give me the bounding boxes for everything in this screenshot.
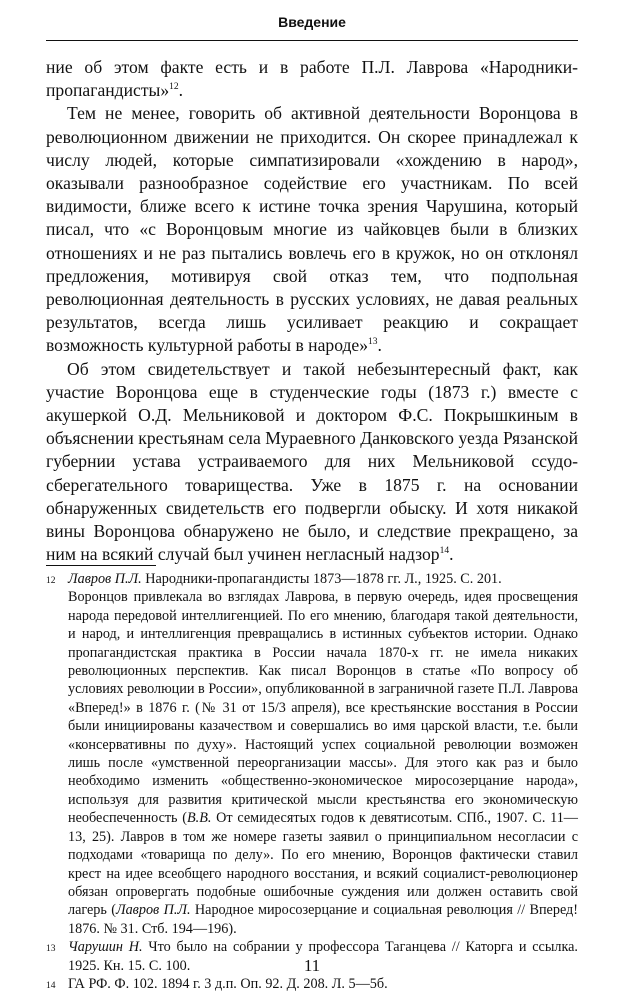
footnote-12: [46, 570, 578, 938]
footnote-rule: [46, 565, 156, 566]
footnote-author: Лавров П.Л.: [115, 902, 191, 919]
footnote-commentary-b: От семидесятых годов к девятисотым. СПб., 1907. С. 11—13, 25). Лавров в том же номере газеты заявил о принципиальном несогласии с подходами «товарища по делу». По его мнению, Воронцов фактически ставил крест на идее всеобщего народного восстания, и всякий социалист-революционер обязан опровергать подобные ошибочные суждения или должен оставить свой лагерь (: [68, 810, 578, 919]
footnote-text: [68, 570, 578, 938]
footnote-number: 12: [46, 576, 56, 586]
paragraph-3-text: Об этом свидетельствует и такой небезынтересный факт, как участие Воронцова еще в студенческие годы (1873 г.) вместе с акушеркой О.Д. Мельниковой и доктором Ф.С. Покрышкиным в объяснении крестьянам села Мураевного Данковского уезда Рязанской губернии устава устраиваемого для них Мельниковой ссудо-сберегательного товарищества. Уже в 1875 г. на основании обнаруженных свидетельств его подвергли обыску. И хотя никакой вины Воронцова обнаружено не было, и следствие прекращено, за ним на всякий случай был учинен негласный надзор: [46, 358, 578, 565]
footnote-commentary-a: Воронцов привлекала во взглядах Лаврова, в первую очередь, идея просвещения народа передовой интеллигенцией. По его мнению, благодаря такой деятельности, и народ, и интеллигенция превращались в истинных субъектов истории. Однако пропагандистская практика в России начала 1870-х гг. не имела никаких революционных перспектив. Как писал Воронцов в статье «По вопросу об условиях революции в России», опубликованной в заграничной газете П.Л. Лаврова «Вперед!» в 1876 г. (№ 31 от 15/3 апреля), все крестьянские восстания в России были инициированы казачеством и совершались во имя царской власти, т.е. были «консервативны по духу». Настоящий успех социальной революции возможен лишь после «умственной переорганизации массы». Для этого как раз и было необходимо изменить «общественно-экономическое миросозерцание народа», используя для развития критической мысли крестьянства его экономическую необеспеченность (: [68, 589, 578, 827]
footnote-ref-13[interactable]: 13: [368, 337, 378, 348]
paragraph-2: [46, 102, 578, 357]
paragraph-2-tail: .: [377, 335, 382, 356]
paragraph-2-text: Тем не менее, говорить об активной деятельности Воронцова в революционном движении не приходится. Он скорее принадлежал к числу людей, которые симпатизировали «хождению в народ», оказывали разнообразное содействие его участникам. По всей видимости, ближе всего к истине точка зрения Чарушина, который писал, что «с Воронцовым многие из чайковцев были в близких отношениях и не раз пытались вовлечь его в кружок, но он отклонял предложения, мотивируя свой отказ тем, что подпольная революционная деятельность в русских условиях, не давая реальных результатов, всегда лишь усиливает реакцию и сокращает возможность культурной работы в народе»: [46, 103, 578, 356]
page-number: 11: [303, 956, 321, 975]
footnote-citation-text: Что было на собрании у профессора Таганцева // Каторга и ссылка. 1925. Кн. 15. С. 100.: [68, 939, 578, 974]
main-text: [46, 56, 578, 566]
paragraph-1-text: ние об этом факте есть и в работе П.Л. Лаврова «Народники-пропагандисты»: [46, 57, 578, 101]
footnote-author: В.В.: [187, 810, 212, 827]
paragraph-3-tail: .: [449, 544, 454, 565]
footnote-12-commentary: [68, 588, 578, 938]
footnote-number: 13: [46, 944, 56, 955]
running-head: Введение: [278, 14, 346, 30]
footnote-14: [46, 975, 578, 995]
paragraph-3: [46, 358, 578, 567]
footnote-ref-14[interactable]: 14: [439, 546, 450, 557]
header-rule: [46, 40, 578, 41]
footnotes: [46, 570, 578, 995]
footnote-citation-text: Народники-пропагандисты 1873—1878 гг. Л., 1925. С. 201.: [141, 571, 502, 587]
paragraph-1: [46, 56, 578, 102]
footnote-14-citation: ГА РФ. Ф. 102. 1894 г. 3 д.п. Оп. 92. Д. 208. Л. 5—5б.: [68, 975, 388, 992]
paragraph-1-tail: .: [178, 80, 184, 101]
footnote-text: [68, 975, 578, 993]
footnote-author: Лавров П.Л.: [68, 571, 142, 587]
footnote-author: Чарушин Н.: [68, 939, 143, 956]
footnote-12-citation: [68, 570, 578, 588]
footnote-ref-12[interactable]: 12: [169, 82, 179, 93]
footnote-commentary-c: Народное миросозерцание и социальная революция // Вперед! 1876. № 31. Стб. 194—196).: [68, 902, 578, 937]
footnote-number: 14: [46, 980, 56, 991]
